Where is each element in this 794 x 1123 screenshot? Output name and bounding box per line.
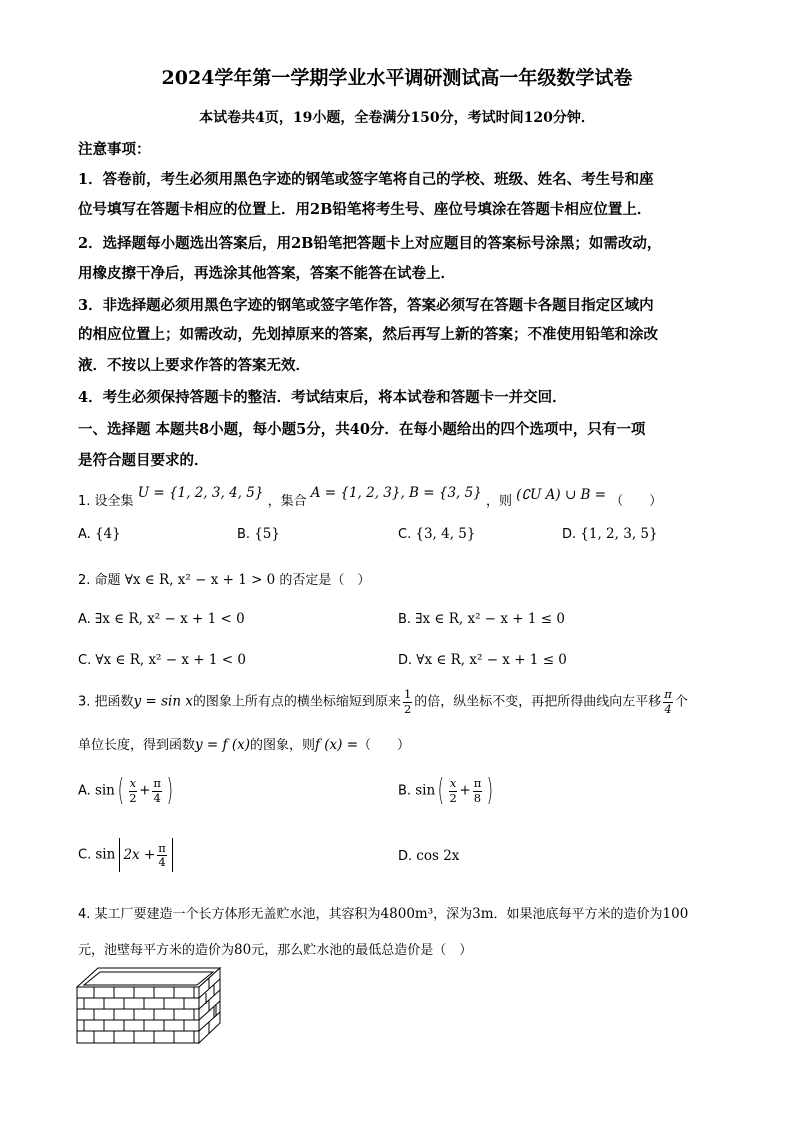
q4-text-3: ．如果池底每平方米的造价为 [493, 907, 663, 922]
q2-b-value: ∃x ∈ R, x² − x + 1 ≤ 0 [415, 611, 565, 627]
q3-half-fraction [403, 689, 412, 715]
q3-function: y = sin x [133, 693, 193, 710]
q1-then: ，则 [485, 494, 512, 509]
q3-line2-c: （ ） [358, 738, 411, 753]
q3-c-abs [119, 838, 172, 872]
q1-option-d [562, 526, 658, 542]
q3-option-c [78, 838, 173, 872]
q3-b-eight: 8 [473, 790, 482, 805]
q2-option-c [78, 652, 246, 668]
q3-c-pi: π [158, 840, 166, 855]
note-4: 4．考生必须保持答题卡的整洁．考试结束后，将本试卷和答题卡一并交回． [78, 389, 567, 406]
q3-c-frac-pi [157, 840, 167, 869]
q3-c-four: 4 [158, 855, 166, 869]
question-3-line-1 [78, 689, 688, 715]
q3-a-label: A. [78, 783, 91, 799]
q3-option-b: B. sin( $\frac{x}{2}$ + $\frac{\pi}{8}$ ) [398, 773, 494, 808]
q3-a-frac-pi [152, 778, 162, 804]
section-1-line-2: 是符合题目要求的． [78, 452, 209, 469]
notes-heading: 注意事项： [78, 141, 151, 158]
q3-a-four: 4 [153, 790, 161, 805]
q1-option-b [237, 526, 280, 542]
q3-b-frac-pi [473, 778, 483, 804]
q3-d-label: D. [398, 849, 413, 864]
brick-water-tank-figure [76, 965, 222, 1045]
q2-statement: ∀x ∈ R, x² − x + 1 > 0 [124, 572, 276, 588]
q3-line2-fx: f (x) = [315, 737, 359, 753]
q2-option-d [398, 652, 567, 668]
q3-d-value: cos 2x [416, 848, 460, 864]
note-2-line-2: 用橡皮擦干净后，再选涂其他答案，答案不能答在试卷上． [78, 265, 455, 282]
q4-text-1: 4. 某工厂要建造一个长方体形无盖贮水池，其容积为 [78, 907, 381, 922]
q1-mid: ，集合 [267, 494, 307, 509]
q4-volume: 4800m³ [380, 906, 434, 922]
q1-a-value: {4} [94, 526, 121, 542]
q3-b-label: B. [398, 783, 412, 799]
note-1-line-1: 1．答卷前，考生必须用黑色字迹的钢笔或签字笔将自己的学校、班级、姓名、考生号和座 [78, 171, 654, 188]
q1-universal-set: U = {1, 2, 3, 4, 5} [137, 485, 264, 501]
q3-b-plus: + [459, 782, 471, 799]
q2-prefix: 2. 命题 [78, 573, 121, 588]
question-4-line-2 [78, 939, 472, 958]
q1-option-a [78, 526, 121, 542]
q1-a-label: A. [78, 527, 91, 542]
q4-price-2: 80 [234, 942, 252, 958]
q1-b-label: B. [237, 527, 251, 542]
q3-text-2: 的倍，纵坐标不变，再把所得曲线向左平移 [414, 694, 662, 710]
q3-line2-a: 单位长度，得到函数 [78, 738, 196, 753]
q3-line2-function: y = f (x) [195, 737, 250, 753]
q2-option-b [398, 611, 565, 627]
q2-b-label: B. [398, 612, 412, 627]
q2-option-a [78, 611, 245, 627]
note-2-line-1: 2．选择题每小题选出答案后，用2B铅笔把答题卡上对应题目的答案标号涂黑；如需改动， [78, 235, 662, 252]
question-4-line-1 [78, 903, 688, 922]
q3-half-num: 1 [403, 687, 412, 701]
q3-c-inner: 2x + [123, 847, 156, 863]
q2-suffix: 的否定是（ ） [279, 573, 371, 588]
question-1 [78, 485, 663, 509]
q3-a-plus: + [139, 782, 151, 799]
section-1-line-1: 一、选择题 本题共8小题，每小题5分，共40分．在每小题给出的四个选项中，只有一项 [78, 421, 646, 438]
note-3-line-1: 3．非选择题必须用黑色字迹的钢笔或签字笔作答，答案必须写在答题卡各题目指定区域内 [78, 297, 654, 314]
q1-d-label: D. [562, 527, 577, 542]
q2-a-value: ∃x ∈ R, x² − x + 1 < 0 [94, 611, 245, 627]
note-3-line-2: 的相应位置上；如需改动，先划掉原来的答案，然后再写上新的答案；不准使用铅笔和涂改 [78, 326, 658, 343]
q1-sets: A = {1, 2, 3}, B = {3, 5} [310, 485, 482, 501]
q2-d-value: ∀x ∈ R, x² − x + 1 ≤ 0 [416, 652, 567, 668]
q1-b-value: {5} [254, 526, 280, 542]
q3-a-x: x [129, 776, 137, 790]
q3-text-3: 个 [674, 694, 688, 710]
q2-d-label: D. [398, 653, 413, 668]
q2-c-label: C. [78, 653, 92, 668]
q3-prefix: 3. 把函数 [78, 694, 134, 710]
q1-d-value: {1, 2, 3, 5} [580, 526, 658, 542]
question-3-line-2 [78, 734, 410, 753]
page-title: 2024学年第一学期学业水平调研测试高一年级数学试卷 [161, 67, 633, 89]
q1-c-label: C. [398, 527, 412, 542]
q3-a-two: 2 [129, 790, 137, 805]
q3-line2-b: 的图象，则 [249, 738, 315, 753]
q3-pi-den: 4 [664, 701, 672, 716]
q4-text-2: ，深为 [433, 907, 473, 922]
q4-price-1: 100 [662, 906, 689, 922]
q3-b-pi: π [473, 776, 482, 790]
q3-b-x: x [449, 776, 457, 790]
q4-depth: 3m [472, 906, 494, 922]
q3-c-sin: sin [95, 846, 116, 863]
q4-text-5: 元，那么贮水池的最低总造价是（ ） [251, 943, 473, 958]
q3-option-d [398, 848, 459, 864]
note-1-line-2: 位号填写在答题卡相应的位置上．用2B铅笔将考生号、座位号填涂在答题卡相应位置上． [78, 201, 652, 218]
q3-a-frac-x [129, 778, 138, 804]
question-2 [78, 569, 370, 588]
q1-blank: （ ） [610, 494, 663, 509]
q1-expression: (∁U A) ∪ B = [516, 487, 607, 503]
q4-text-4: 元，池壁每平方米的造价为 [78, 943, 235, 958]
q1-c-value: {3, 4, 5} [415, 526, 476, 542]
q3-pi-num: π [664, 687, 672, 701]
q3-a-sin: sin [94, 782, 115, 799]
note-3-line-3: 液．不按以上要求作答的答案无效． [78, 357, 310, 374]
q3-half-den: 2 [403, 701, 412, 716]
q3-b-sin: sin [415, 782, 436, 799]
q3-a-pi: π [153, 776, 161, 790]
q2-c-value: ∀x ∈ R, x² − x + 1 < 0 [95, 652, 246, 668]
q3-option-a: A. sin( $\frac{x}{2}$ + $\frac{\pi}{4}$ ) [78, 773, 174, 808]
q1-option-c [398, 526, 475, 542]
q3-pi-fraction [663, 689, 673, 715]
q3-b-two: 2 [449, 790, 457, 805]
q3-b-frac-x [449, 778, 458, 804]
exam-info: 本试卷共4页，19小题，全卷满分150分，考试时间120分钟． [199, 110, 595, 126]
q3-c-label: C. [78, 847, 92, 863]
q1-prefix: 1. 设全集 [78, 494, 134, 509]
q2-a-label: A. [78, 612, 91, 627]
q3-text-1: 的图象上所有点的横坐标缩短到原来 [192, 694, 401, 710]
